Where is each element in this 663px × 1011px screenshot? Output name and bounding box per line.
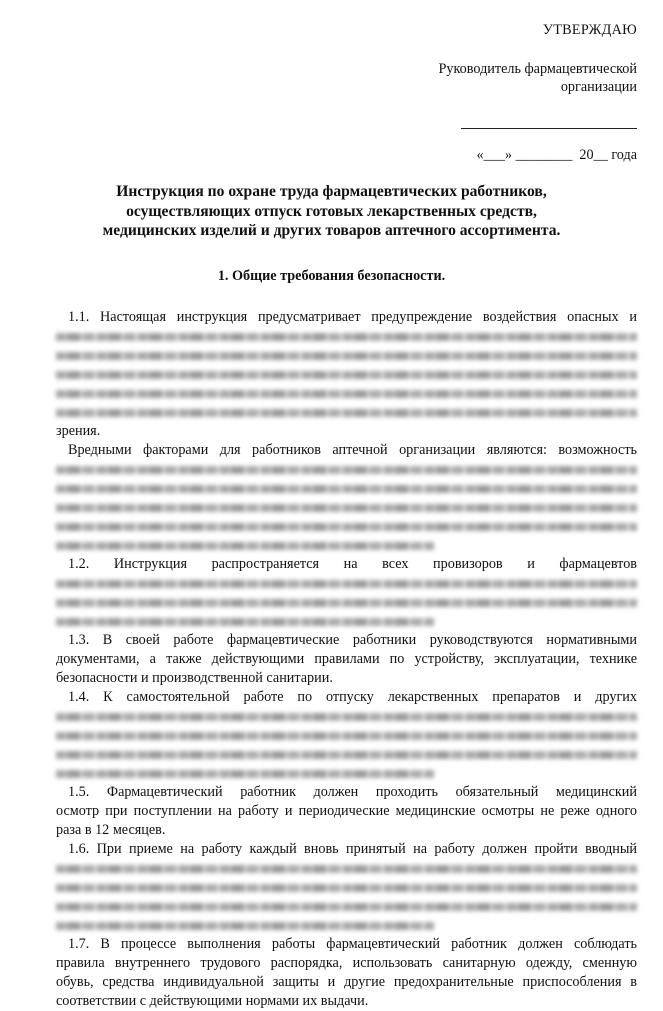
- approver-position: [377, 60, 637, 96]
- paragraph-1-3-line2: документами, а также действующими правилами по устройству, эксплуатации, технике: [56, 651, 637, 667]
- paragraph-1-7-line2: правила внутреннего трудового распорядка, использовать санитарную одежду, сменную: [56, 955, 637, 971]
- paragraph-1-6-line1: 1.6. При приеме на работу каждый вновь принятый на работу должен пройти вводный: [68, 841, 637, 857]
- blurred-text: [56, 365, 637, 384]
- paragraph-harmful-factors: [56, 441, 637, 555]
- paragraph-1-2-line1: 1.2. Инструкция распространяется на всех провизоров и фармацевтов: [68, 556, 637, 572]
- blurred-text: [56, 460, 637, 479]
- blurred-text: [56, 916, 637, 935]
- document-body: [56, 308, 637, 1011]
- approval-date: «___» ________ 20__ года: [476, 147, 637, 163]
- paragraph-1-7-line3: обувь, средства индивидуальной защиты и другие предохранительные приспособления в: [56, 974, 637, 990]
- paragraph-1-1-end: зрения.: [56, 423, 101, 439]
- approver-position-line1: Руководитель фармацевтической: [438, 61, 637, 77]
- blurred-text: [56, 745, 637, 764]
- paragraph-1-3: [56, 631, 637, 688]
- title-line2: осуществляющих отпуск готовых лекарственных средств,: [126, 202, 537, 220]
- blurred-text: [56, 498, 637, 517]
- paragraph-1-5: [56, 783, 637, 840]
- signature-line: [461, 127, 637, 129]
- paragraph-1-7-line1: 1.7. В процессе выполнения работы фармацевтический работник должен соблюдать: [68, 936, 637, 952]
- blurred-text: [56, 479, 637, 498]
- blurred-text: [56, 327, 637, 346]
- paragraph-1-2: [56, 555, 637, 631]
- paragraph-1-3-line3: безопасности и производственной санитарии.: [56, 670, 333, 686]
- blurred-text: [56, 403, 637, 422]
- blurred-text: [56, 346, 637, 365]
- approver-position-line2: организации: [560, 79, 637, 95]
- paragraph-1-5-line1: 1.5. Фармацевтический работник должен проходить обязательный медицинский: [68, 784, 637, 800]
- blurred-text: [56, 593, 637, 612]
- paragraph-1-7-line4: соответствии с действующими нормами их выдачи.: [56, 993, 369, 1009]
- paragraph-1-5-line2: осмотр при поступлении на работу и периодические медицинские осмотры не реже одного: [56, 803, 637, 819]
- blurred-text: [56, 878, 637, 897]
- paragraph-1-1-line1: 1.1. Настоящая инструкция предусматривает предупреждение воздействия опасных и: [68, 309, 637, 325]
- blurred-text: [56, 384, 637, 403]
- paragraph-1-3-line1: 1.3. В своей работе фармацевтические работники руководствуются нормативными: [68, 632, 637, 648]
- blurred-text: [56, 612, 637, 631]
- paragraph-1-6: [56, 840, 637, 935]
- harmful-factors-line1: Вредными факторами для работников аптечной организации являются: возможность: [68, 442, 637, 458]
- section-heading: 1. Общие требования безопасности.: [217, 268, 446, 284]
- blurred-text: [56, 726, 637, 745]
- approve-label: УТВЕРЖДАЮ: [542, 22, 637, 38]
- blurred-text: [56, 764, 637, 783]
- paragraph-1-4-line1: 1.4. К самостоятельной работе по отпуску лекарственных препаратов и других: [68, 689, 637, 705]
- document-title: [40, 182, 623, 241]
- blurred-text: [56, 897, 637, 916]
- blurred-text: [56, 859, 637, 878]
- blurred-text: [56, 536, 637, 555]
- paragraph-1-5-line3: раза в 12 месяцев.: [56, 822, 166, 838]
- title-line1: Инструкция по охране труда фармацевтических работников,: [116, 183, 547, 200]
- blurred-text: [56, 707, 637, 726]
- paragraph-1-4: [56, 688, 637, 783]
- paragraph-1-1: [56, 308, 637, 441]
- title-line3: медицинских изделий и других товаров аптечного ассортимента.: [102, 222, 561, 239]
- blurred-text: [56, 517, 637, 536]
- blurred-text: [56, 574, 637, 593]
